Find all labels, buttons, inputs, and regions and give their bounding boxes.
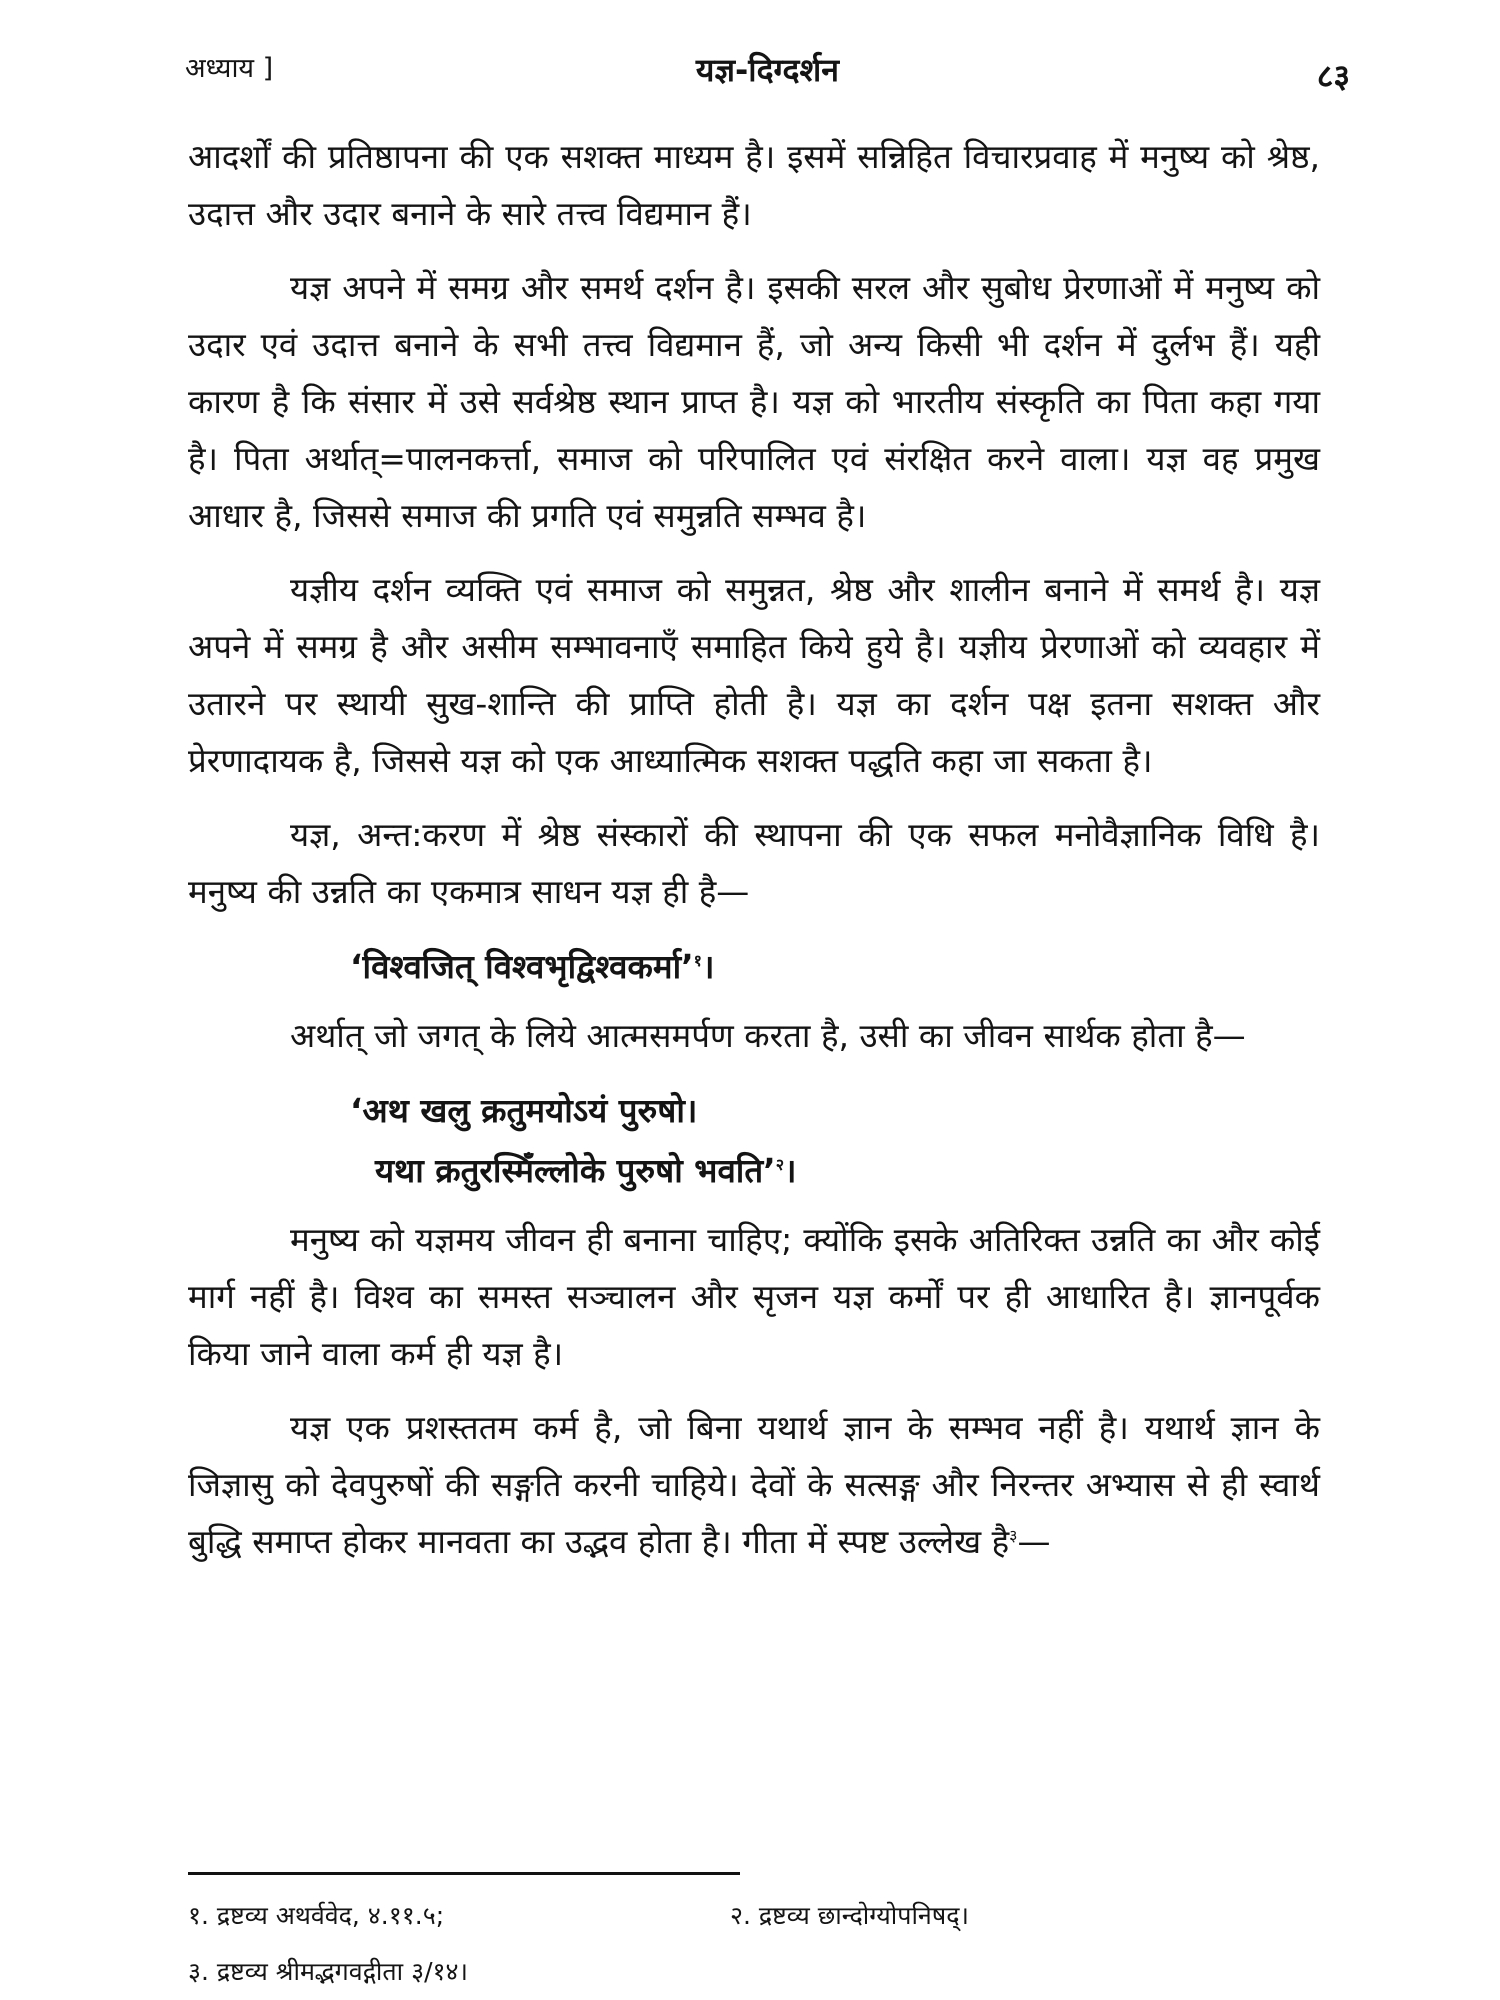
paragraph-6: मनुष्य को यज्ञमय जीवन ही बनाना चाहिए; क्योंकि इसके अतिरिक्त उन्नति का और कोई मार्ग नहीं है। विश्व का समस्त सञ्चालन और सृजन यज्ञ कर्मों पर ही आधारित है। ज्ञानपूर्वक किया जाने वाला कर्म ही यज्ञ है। (188, 1220, 1320, 1373)
footnote-3: ३. द्रष्टव्य श्रीमद्भगवद्गीता ३/१४। (188, 1957, 468, 1986)
quote-2-end: । (784, 1151, 797, 1190)
quote-2-line-1: ‘अथ खलु क्रतुमयोऽयं पुरुषो। (350, 1091, 698, 1130)
footnote-row-2 (188, 1944, 1320, 2000)
paragraph-2: यज्ञ अपने में समग्र और समर्थ दर्शन है। इसकी सरल और सुबोध प्रेरणाओं में मनुष्य को उदार एवं उदात्त बनाने के सभी तत्त्व विद्यमान हैं, जो अन्य किसी भी दर्शन में दुर्लभ हैं। यही कारण है कि संसार में उसे सर्वश्रेष्ठ स्थान प्राप्त है। यज्ञ को भारतीय संस्कृति का पिता कहा गया है। पिता अर्थात्=पालनकर्त्ता, समाज को परिपालित एवं संरक्षित करने वाला। यज्ञ वह प्रमुख आधार है, जिससे समाज की प्रगति एवं समुन्नति सम्भव है। (188, 268, 1320, 535)
footnote-1: १. द्रष्टव्य अथर्ववेद, ४.११.५; (188, 1901, 445, 1930)
quote-1-end: । (702, 947, 715, 986)
running-title: यज्ञ-दिग्दर्शन (695, 51, 840, 89)
paragraph-3: यज्ञीय दर्शन व्यक्ति एवं समाज को समुन्नत, श्रेष्ठ और शालीन बनाने में समर्थ है। यज्ञ अपने में समग्र है और असीम सम्भावनाएँ समाहित किये हुये है। यज्ञीय प्रेरणाओं को व्यवहार में उतारने पर स्थायी सुख-शान्ति की प्राप्ति होती है। यज्ञ का दर्शन पक्ष इतना सशक्त और प्रेरणादायक है, जिससे यज्ञ को एक आध्यात्मिक सशक्त पद्धति कहा जा सकता है। (188, 570, 1320, 780)
paragraph-5: अर्थात् जो जगत् के लिये आत्मसमर्पण करता है, उसी का जीवन सार्थक होता है— (290, 1016, 1246, 1055)
footnote-row-1 (188, 1888, 1320, 1944)
quote-1-text: ‘विश्वजित् विश्वभृद्विश्वकर्मा’ (350, 947, 694, 986)
paragraph-4: यज्ञ, अन्त:करण में श्रेष्ठ संस्कारों की स्थापना की एक सफल मनोवैज्ञानिक विधि है। मनुष्य की उन्नति का एकमात्र साधन यज्ञ ही है— (188, 815, 1320, 911)
footnotes (188, 1888, 1320, 2000)
footnote-ref-1: १ (693, 951, 702, 970)
footnote-ref-3: ३ (1009, 1526, 1018, 1545)
paragraph-7-text: यज्ञ एक प्रशस्ततम कर्म है, जो बिना यथार्थ ज्ञान के सम्भव नहीं है। यथार्थ ज्ञान के जिज्ञासु को देवपुरुषों की सङ्गति करनी चाहिये। देवों के सत्सङ्ग और निरन्तर अभ्यास से ही स्वार्थ बुद्धि समाप्त होकर मानवता का उद्भव होता है। गीता में स्पष्ट उल्लेख है (188, 1408, 1320, 1561)
paragraph-1: आदर्शों की प्रतिष्ठापना की एक सशक्त माध्यम है। इसमें सन्निहित विचारप्रवाह में मनुष्य को श्रेष्ठ, उदात्त और उदार बनाने के सारे तत्त्व विद्यमान हैं। (188, 137, 1320, 233)
page-body (188, 128, 1320, 1587)
quote-2-line-2-text: यथा क्रतुरस्मिँल्लोके पुरुषो भवति’ (375, 1151, 776, 1190)
paragraph-7-end: — (1017, 1522, 1051, 1561)
quote-1 (188, 937, 1320, 997)
page-number: ८३ (1316, 57, 1350, 95)
footnote-2: २. द्रष्टव्य छान्दोग्योपनिषद्। (730, 1901, 969, 1930)
chapter-label: अध्याय ] (185, 53, 274, 84)
page-header (185, 48, 1350, 108)
quote-2 (188, 1081, 1320, 1201)
quote-2-line-2 (350, 1141, 1320, 1201)
footnote-ref-2: २ (775, 1155, 785, 1174)
footnote-divider (188, 1872, 740, 1875)
paragraph-7 (188, 1399, 1320, 1570)
